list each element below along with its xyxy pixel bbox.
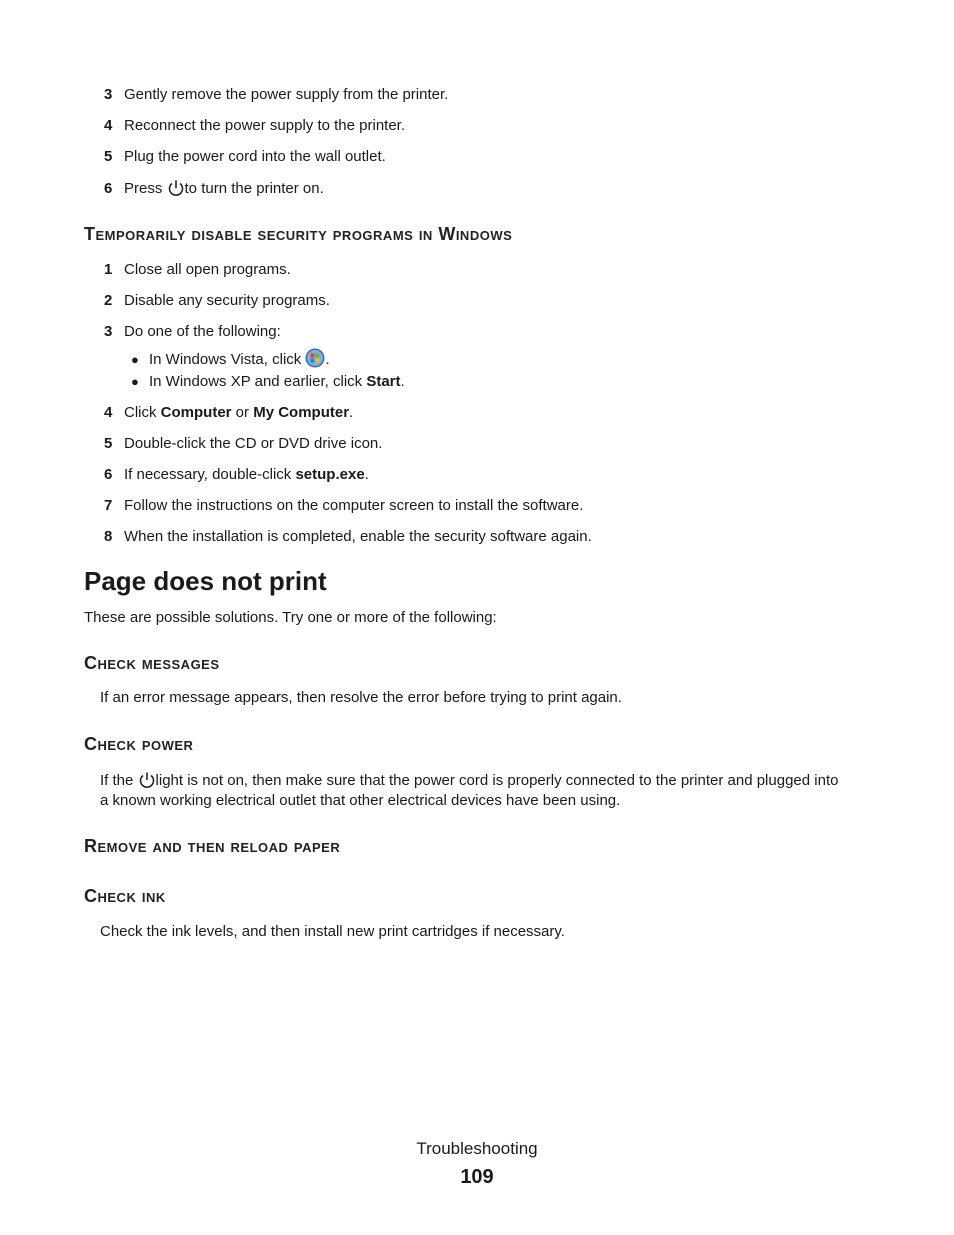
step-4-reconnect-power-supply: 4 Reconnect the power supply to the printer. [104, 117, 406, 134]
section-title-check-power: Check power [84, 734, 194, 754]
windows-start-orb-icon [305, 348, 325, 373]
intro-text: These are possible solutions. Try one or more of the following: [84, 609, 497, 626]
step-5-plug-power-cord: 5 Plug the power cord into the wall outlet. [104, 148, 386, 165]
bullet-dot: ● [131, 352, 139, 367]
step-1-close-programs: 1 Close all open programs. [104, 261, 291, 278]
check-ink-text: Check the ink levels, and then install new print cartridges if necessary. [100, 923, 565, 940]
step-6-setup-exe: 6 If necessary, double-click setup.exe. [104, 466, 369, 483]
section-title-check-messages: Check messages [84, 653, 220, 673]
bullet-windows-vista: ● In Windows Vista, click . [131, 348, 330, 373]
step-2-disable-security: 2 Disable any security programs. [104, 292, 330, 309]
step-7-follow-instructions: 7 Follow the instructions on the computer screen to install the software. [104, 497, 584, 514]
step-5-double-click-drive: 5 Double-click the CD or DVD drive icon. [104, 435, 383, 452]
bullet-windows-xp: ● In Windows XP and earlier, click Start. [131, 373, 405, 390]
footer-chapter-label: Troubleshooting [416, 1139, 538, 1158]
check-power-text-line2: a known working electrical outlet that other electrical devices have been using. [100, 792, 621, 809]
section-title-remove-reload-paper: Remove and then reload paper [84, 836, 341, 856]
check-messages-text: If an error message appears, then resolve the error before trying to print again. [100, 689, 622, 706]
step-3-do-one: 3 Do one of the following: [104, 323, 281, 340]
section-title-disable-security: Temporarily disable security programs in Windows [84, 224, 513, 244]
page-heading: Page does not print [84, 566, 327, 596]
step-6-press-power: 6 Press to turn the printer on. [104, 179, 324, 202]
step-8-enable-security: 8 When the installation is completed, enable the security software again. [104, 528, 592, 545]
power-icon [167, 179, 185, 202]
section-title-check-ink: Check ink [84, 886, 166, 906]
step-3-remove-power-supply: 3 Gently remove the power supply from the printer. [104, 86, 449, 103]
page-number: 109 [460, 1166, 494, 1188]
check-power-text-line1: If the light is not on, then make sure that the power cord is properly connected to the printer and plugged into [100, 771, 838, 795]
bullet-dot: ● [131, 374, 139, 389]
step-4-click-computer: 4 Click Computer or My Computer. [104, 404, 354, 421]
